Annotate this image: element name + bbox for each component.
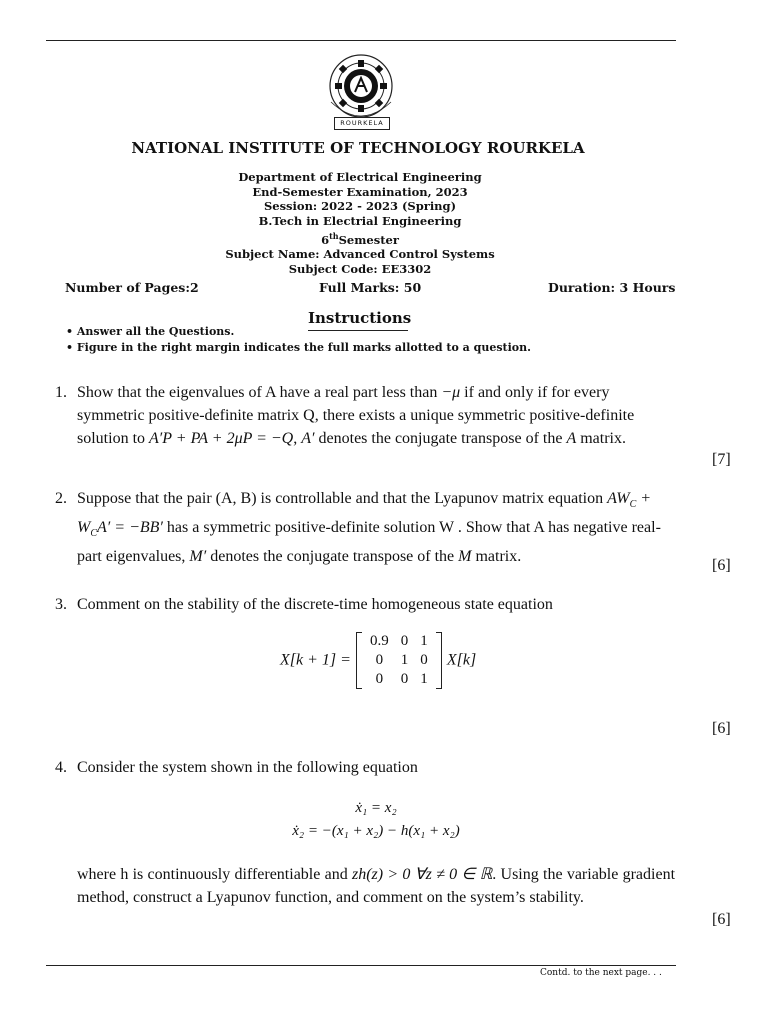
matrix-cell: 1 [420,633,428,649]
question-1-number: 1. [55,384,67,401]
question-1-marks: [7] [712,451,731,468]
institute-name: NATIONAL INSTITUTE OF TECHNOLOGY ROURKELA [131,139,585,157]
question-2-marks: [6] [712,557,731,574]
matrix-cell: 1 [420,671,428,687]
matrix-cell: 0.9 [370,633,389,649]
question-1-text: Show that the eigenvalues of A have a real part less than −μ if and only if for every symmetric positive-definite matrix Q, there exists a unique symmetric positive-definite solution to A′P + PA + 2μP = −Q, A′ denotes the conjugate transpose of the A matrix. [77,384,635,447]
department: Department of Electrical Engineering [238,170,482,184]
matrix-cell: 0 [420,652,428,668]
instruction-2: • Figure in the right margin indicates the full marks allotted to a question. [66,341,531,354]
exam-name: End-Semester Examination, 2023 [252,184,468,199]
program: B.Tech in Electrial Engineering [258,214,462,229]
question-4-marks: [6] [712,911,731,928]
question-4-body: where h is continuously differentiable and zh(z) > 0 ∀z ≠ 0 ∈ ℝ. Using the variable gradient method, construct a Lyapunov function, and comment on the system’s stability. [77,866,676,906]
number-of-pages: Number of Pages:2 [65,280,199,295]
semester: 6thSemester [321,230,399,247]
question-3-equation [280,632,476,689]
full-marks: Full Marks: 50 [319,280,422,295]
question-2-number: 2. [55,490,67,507]
matrix-cell: 0 [375,671,384,687]
question-3-number: 3. [55,596,67,613]
subject-name: Subject Name: Advanced Control Systems [225,247,495,262]
matrix-cell: 0 [375,652,384,668]
continued-note: Contd. to the next page. . . [540,968,662,978]
matrix-cell: 1 [400,652,409,668]
equation-2: ẋ₂ = −(x₁ + x₂) − h(x₁ + x₂) [292,823,460,839]
question-4-text: Consider the system shown in the following equation [77,759,418,776]
matrix-cell: 0 [400,633,409,649]
instructions-title: Instructions [308,309,412,327]
question-3-text: Comment on the stability of the discrete-time homogeneous state equation [77,596,553,613]
matrix-cell: 0 [400,671,409,687]
top-rule [46,40,676,41]
state-matrix [356,632,442,689]
exam-header [0,170,720,277]
session: Session: 2022 - 2023 (Spring) [263,199,457,214]
duration: Duration: 3 Hours [548,280,676,295]
logo-plate: ROURKELA [334,117,390,130]
question-3-marks: [6] [712,720,731,737]
instruction-1: • Answer all the Questions. [66,325,235,338]
instructions-underline [308,330,408,331]
equation-rhs: X[k] [446,651,477,669]
bottom-rule [46,965,676,966]
question-2-text: Suppose that the pair (A, B) is controllable and that the Lyapunov matrix equation $AW_C + W_CA' = -BB'$ has a symmetric positive-definite solution W . Show that A has negative real-part eigenvalues, M′ denotes the conjugate transpose of the M matrix. [77,490,661,565]
equation-lhs: X[k + 1] = [280,651,351,669]
equation-1: ẋ₁ = x₂ [355,800,397,816]
question-4-number: 4. [55,759,67,776]
subject-code: Subject Code: EE3302 [288,262,432,277]
